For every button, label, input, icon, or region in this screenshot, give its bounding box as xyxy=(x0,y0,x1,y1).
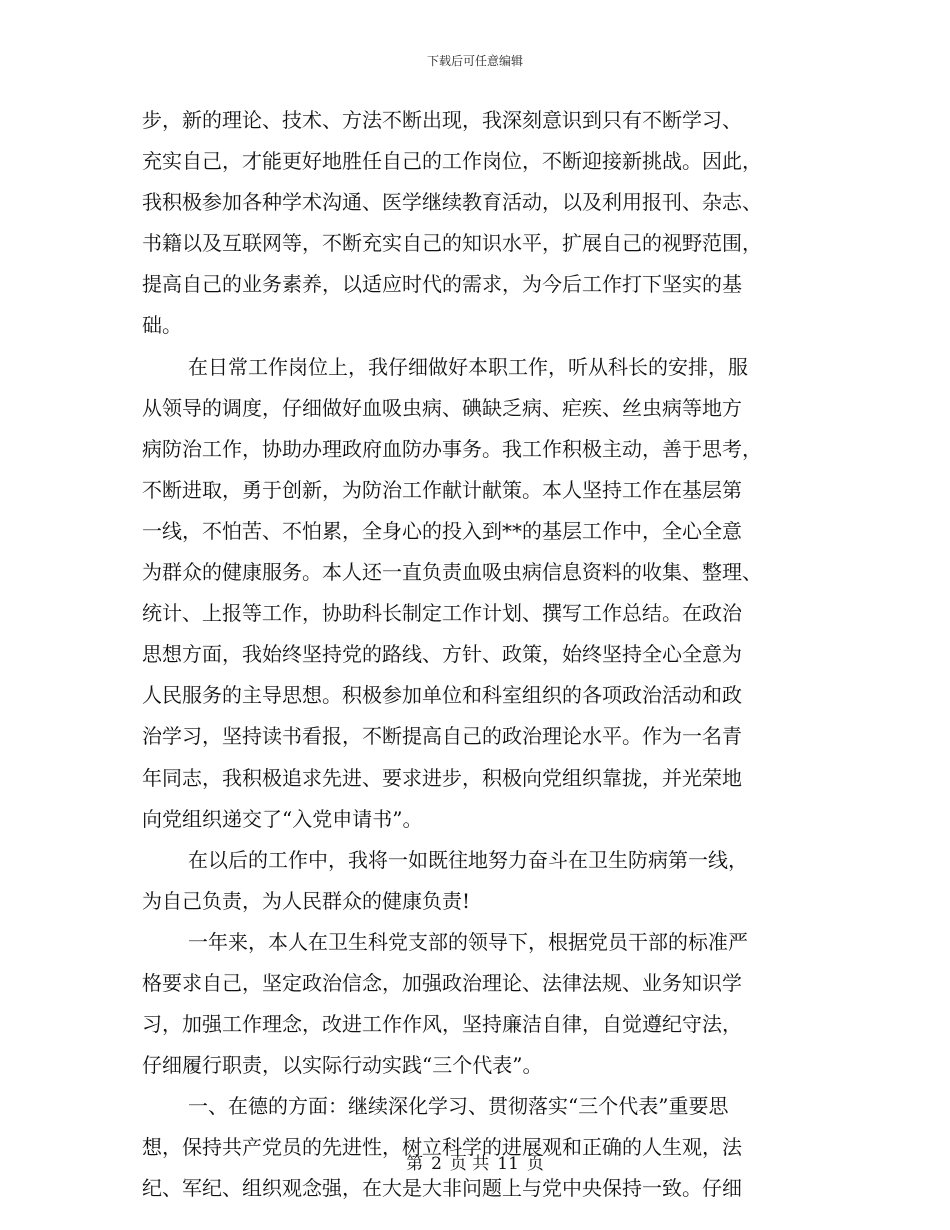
footer-total-pages: 11 xyxy=(497,1154,519,1174)
text-line: 纪、军纪、组织观念强，在大是大非问题上与党中央保持一致。仔细 xyxy=(142,1176,742,1201)
text-line: 在日常工作岗位上，我仔细做好本职工作，听从科长的安排，服 xyxy=(188,354,748,379)
text-line: 一、在德的方面：继续深化学习、贯彻落实“三个代表”重要思 xyxy=(188,1094,729,1119)
footer-suffix: 页 xyxy=(526,1154,544,1174)
text-line: 想，保持共产党员的先进性，树立科学的进展观和正确的人生观，法 xyxy=(142,1135,742,1160)
text-line: 仔细履行职责，以实际行动实践“三个代表”。 xyxy=(142,1053,543,1078)
text-line: 在以后的工作中，我将一如既往地努力奋斗在卫生防病第一线， xyxy=(188,847,748,872)
page-footer xyxy=(0,1153,950,1175)
text-line: 统计、上报等工作，协助科长制定工作计划、撰写工作总结。在政治 xyxy=(142,601,742,626)
text-line: 人民服务的主导思想。积极参加单位和科室组织的各项政治活动和政 xyxy=(142,683,742,708)
text-line: 一年来，本人在卫生科党支部的领导下，根据党员干部的标准严 xyxy=(188,929,748,954)
page-header xyxy=(0,53,950,69)
text-line: 不断进取，勇于创新，为防治工作献计献策。本人坚持工作在基层第 xyxy=(142,477,742,502)
footer-middle: 页 共 xyxy=(449,1154,490,1174)
text-line: 格要求自己，坚定政治信念，加强政治理论、法律法规、业务知识学 xyxy=(142,970,742,995)
text-line: 一线，不怕苦、不怕累，全身心的投入到**的基层工作中，全心全意 xyxy=(142,518,742,543)
text-line: 治学习，坚持读书看报，不断提高自己的政治理论水平。作为一名青 xyxy=(142,724,742,749)
text-line: 书籍以及互联网等，不断充实自己的知识水平，扩展自己的视野范围， xyxy=(142,231,762,256)
text-line: 我积极参加各种学术沟通、医学继续教育活动，以及利用报刊、杂志、 xyxy=(142,190,762,215)
text-line: 向党组织递交了“入党申请书”。 xyxy=(142,806,423,831)
text-line: 为自己负责，为人民群众的健康负责! xyxy=(142,888,471,913)
document-body xyxy=(142,100,810,1210)
footer-prefix: 第 xyxy=(406,1154,424,1174)
text-line: 从领导的调度，仔细做好血吸虫病、碘缺乏病、疟疾、丝虫病等地方 xyxy=(142,395,742,420)
text-line: 为群众的健康服务。本人还一直负责血吸虫病信息资料的收集、整理、 xyxy=(142,560,762,585)
text-line: 充实自己，才能更好地胜任自己的工作岗位，不断迎接新挑战。因此， xyxy=(142,149,762,174)
text-line: 步，新的理论、技术、方法不断出现，我深刻意识到只有不断学习、 xyxy=(142,108,742,132)
text-line: 年同志，我积极追求先进、要求进步，积极向党组织靠拢，并光荣地 xyxy=(142,765,742,790)
text-line: 习，加强工作理念，改进工作作风，坚持廉洁自律，自觉遵纪守法， xyxy=(142,1012,742,1037)
text-line: 思想方面，我始终坚持党的路线、方针、政策，始终坚持全心全意为 xyxy=(142,642,742,667)
text-line: 础。 xyxy=(142,313,182,338)
text-line: 病防治工作，协助办理政府血防办事务。我工作积极主动，善于思考， xyxy=(142,436,762,461)
header-note: 下载后可任意编辑 xyxy=(426,54,523,68)
footer-page-number: 2 xyxy=(431,1154,442,1174)
text-line: 提高自己的业务素养，以适应时代的需求，为今后工作打下坚实的基 xyxy=(142,272,742,297)
